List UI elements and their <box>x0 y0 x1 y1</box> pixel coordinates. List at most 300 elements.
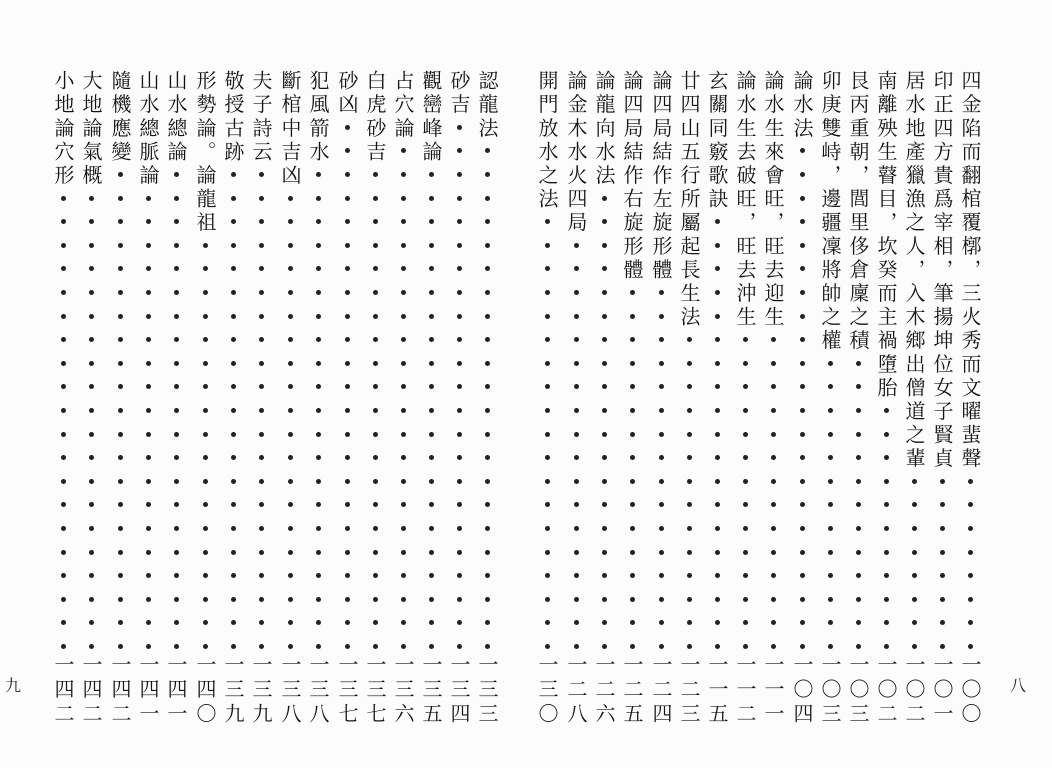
toc-entry-page-number: 一三八 <box>278 654 302 728</box>
leader-dot <box>659 432 664 437</box>
leader-dot <box>288 432 293 437</box>
leader-dot <box>316 290 321 295</box>
leader-dot <box>912 620 917 625</box>
leader-dot <box>659 502 664 507</box>
leader-dot <box>373 219 378 224</box>
leader-dot <box>429 290 434 295</box>
leader-dot <box>429 361 434 366</box>
toc-entry-title: 隨機應變 <box>108 70 132 165</box>
toc-entry-title: 居水地產獵漁之人，入木鄉出僧道之輩 <box>902 70 926 472</box>
leader-dot <box>288 526 293 531</box>
leader-dot <box>912 644 917 649</box>
leader-dot <box>457 502 462 507</box>
leader-dot <box>316 314 321 319</box>
leader-dot <box>968 644 973 649</box>
leader-dot <box>231 196 236 201</box>
leader-dot <box>715 243 720 248</box>
leader-dot <box>429 243 434 248</box>
toc-entry-title: 玄關同竅歌訣 <box>705 70 729 212</box>
leader-dot <box>203 620 208 625</box>
leader-dot <box>884 644 889 649</box>
leader-dot <box>288 479 293 484</box>
toc-entry <box>873 70 899 730</box>
leader-dot <box>602 550 607 555</box>
toc-entry-page-number: 一〇四 <box>790 654 814 728</box>
leader-dot <box>485 266 490 271</box>
leader-dot <box>545 290 550 295</box>
leader-dot <box>203 337 208 342</box>
leader-dot <box>574 243 579 248</box>
toc-entry <box>135 70 161 730</box>
leader-dot <box>940 597 945 602</box>
page-number-label: 九 <box>4 676 21 695</box>
toc-entry-page-number: 一三三 <box>475 654 499 728</box>
leader-dot <box>203 290 208 295</box>
leader-dot <box>174 597 179 602</box>
toc-entry-title: 卯庚雙峙，邊疆凜將帥之權 <box>818 70 842 354</box>
leader-dot <box>828 644 833 649</box>
leader-dot <box>659 455 664 460</box>
toc-entry <box>957 70 983 730</box>
toc-entry-page-number: 一〇三 <box>818 654 842 728</box>
toc-entry-page-number: 一四二 <box>51 654 75 728</box>
leader-dot <box>61 408 66 413</box>
leader-dot <box>743 479 748 484</box>
leader-dot <box>457 550 462 555</box>
leader-dot <box>485 620 490 625</box>
toc-entry-page-number: 一二六 <box>592 654 616 728</box>
leader-dot <box>61 644 66 649</box>
leader-dot <box>231 172 236 177</box>
leader-dot <box>968 479 973 484</box>
leader-dot <box>912 479 917 484</box>
leader-dot <box>602 361 607 366</box>
leader-dot <box>545 644 550 649</box>
leader-dot <box>89 479 94 484</box>
leader-dot <box>602 479 607 484</box>
leader-dot <box>345 597 350 602</box>
leader-dot <box>687 573 692 578</box>
leader-dot <box>715 550 720 555</box>
leader-dot <box>856 455 861 460</box>
leader-dot <box>659 573 664 578</box>
leader-dot <box>800 550 805 555</box>
leader-dot <box>231 384 236 389</box>
leader-dot <box>800 620 805 625</box>
leader-dot <box>574 526 579 531</box>
leader-dot <box>630 597 635 602</box>
leader-dot <box>61 455 66 460</box>
leader-dot <box>771 597 776 602</box>
leader-dot <box>373 384 378 389</box>
toc-entry <box>474 70 500 730</box>
leader-dot <box>545 266 550 271</box>
leader-dot <box>316 361 321 366</box>
leader-dot <box>602 219 607 224</box>
leader-dot <box>715 314 720 319</box>
leader-dot <box>940 620 945 625</box>
leader-dot <box>545 243 550 248</box>
leader-dot <box>659 526 664 531</box>
leader-dot <box>373 502 378 507</box>
leader-dot <box>630 455 635 460</box>
leader-dot <box>373 455 378 460</box>
leader-dot <box>912 502 917 507</box>
leader-dot <box>940 644 945 649</box>
leader-dot <box>345 314 350 319</box>
leader-dot <box>602 573 607 578</box>
leader-dot <box>912 573 917 578</box>
leader-dot <box>61 361 66 366</box>
toc-entry <box>648 70 674 730</box>
leader-dot <box>61 597 66 602</box>
leader-dot <box>429 479 434 484</box>
leader-dot <box>630 526 635 531</box>
leader-dot <box>545 432 550 437</box>
leader-dot <box>743 361 748 366</box>
leader-dot <box>574 266 579 271</box>
toc-entry-page-number: 一二五 <box>620 654 644 728</box>
toc-entry <box>591 70 617 730</box>
leader-dot <box>485 432 490 437</box>
toc-entry <box>789 70 815 730</box>
leader-dot <box>687 384 692 389</box>
leader-dot <box>800 408 805 413</box>
leader-dot <box>288 290 293 295</box>
leader-dot <box>457 644 462 649</box>
toc-entry-title: 四金陷而翻棺覆槨，三火秀而文曜蜚聲 <box>958 70 982 472</box>
leader-dot <box>89 597 94 602</box>
leader-dot <box>316 196 321 201</box>
toc-entry <box>334 70 360 730</box>
leader-dot <box>630 361 635 366</box>
leader-dot <box>89 502 94 507</box>
toc-entry-page-number: 一三六 <box>391 654 415 728</box>
leader-dot <box>687 408 692 413</box>
toc-entry-page-number: 一〇〇 <box>958 654 982 728</box>
leader-dot <box>174 502 179 507</box>
leader-dot <box>316 243 321 248</box>
leader-dot <box>118 219 123 224</box>
leader-dot <box>574 644 579 649</box>
leader-dot <box>630 479 635 484</box>
toc-entry-title: 論水法 <box>790 70 814 141</box>
toc-entry-page-number: 一三四 <box>447 654 471 728</box>
leader-dot <box>771 361 776 366</box>
leader-dot <box>118 597 123 602</box>
leader-dot <box>203 455 208 460</box>
leader-dot <box>118 337 123 342</box>
leader-dot <box>912 597 917 602</box>
leader-dot <box>174 290 179 295</box>
toc-entry-title: 占穴論 <box>391 70 415 141</box>
toc-entry-page-number: 一三八 <box>306 654 330 728</box>
leader-dot <box>345 196 350 201</box>
leader-dot <box>485 361 490 366</box>
leader-dot <box>231 502 236 507</box>
leader-dot <box>630 314 635 319</box>
leader-dot <box>457 219 462 224</box>
leader-dot <box>485 597 490 602</box>
leader-dot <box>659 550 664 555</box>
leader-dot <box>457 337 462 342</box>
leader-dot <box>771 620 776 625</box>
leader-dot <box>231 620 236 625</box>
leader-dot <box>800 314 805 319</box>
leader-dot <box>940 526 945 531</box>
leader-dot <box>574 314 579 319</box>
leader-dot <box>574 597 579 602</box>
leader-dot <box>146 620 151 625</box>
leader-dot <box>800 172 805 177</box>
leader-dot <box>856 573 861 578</box>
leader-dot <box>429 526 434 531</box>
leader-dot <box>457 526 462 531</box>
leader-dot <box>687 479 692 484</box>
leader-dot <box>345 125 350 130</box>
leader-dot <box>61 314 66 319</box>
leader-dot <box>401 219 406 224</box>
leader-dot <box>288 243 293 248</box>
leader-dot <box>485 196 490 201</box>
toc-entry-title: 論四局結作左旋形體 <box>649 70 673 283</box>
leader-dot <box>259 432 264 437</box>
leader-dot <box>401 384 406 389</box>
leader-dot <box>884 432 889 437</box>
leader-dot <box>659 290 664 295</box>
leader-dot <box>373 196 378 201</box>
leader-dot <box>373 644 378 649</box>
leader-dot <box>401 290 406 295</box>
toc-entry-page-number: 一〇二 <box>902 654 926 728</box>
leader-dot <box>800 337 805 342</box>
leader-dot <box>174 408 179 413</box>
leader-dot <box>345 266 350 271</box>
leader-dot <box>89 550 94 555</box>
toc-entry-page-number: 一一一 <box>761 654 785 728</box>
leader-dot <box>401 432 406 437</box>
leader-dot <box>316 337 321 342</box>
leader-dot <box>345 502 350 507</box>
leader-dot <box>288 455 293 460</box>
leader-dot <box>800 479 805 484</box>
leader-dot <box>602 243 607 248</box>
leader-dot <box>61 502 66 507</box>
leader-dot <box>401 620 406 625</box>
leader-dot <box>61 550 66 555</box>
leader-dot <box>146 361 151 366</box>
leader-dot <box>574 502 579 507</box>
leader-dot <box>146 266 151 271</box>
leader-dot <box>574 361 579 366</box>
leader-dot <box>602 432 607 437</box>
leader-dot <box>856 432 861 437</box>
leader-dot <box>61 573 66 578</box>
leader-dot <box>659 384 664 389</box>
leader-dot <box>259 266 264 271</box>
leader-dot <box>485 502 490 507</box>
leader-dot <box>345 526 350 531</box>
leader-dot <box>429 455 434 460</box>
leader-dot <box>715 337 720 342</box>
leader-dot <box>574 384 579 389</box>
leader-dot <box>316 172 321 177</box>
leader-dot <box>203 361 208 366</box>
leader-dot <box>288 266 293 271</box>
leader-dot <box>687 337 692 342</box>
leader-dot <box>174 361 179 366</box>
leader-dot <box>485 644 490 649</box>
leader-dot <box>715 597 720 602</box>
leader-dot <box>715 644 720 649</box>
toc-entry <box>163 70 189 730</box>
leader-dot <box>316 479 321 484</box>
leader-dot <box>828 573 833 578</box>
leader-dot <box>545 219 550 224</box>
leader-dot <box>345 148 350 153</box>
leader-dot <box>288 314 293 319</box>
leader-dot <box>602 314 607 319</box>
leader-dot <box>61 384 66 389</box>
toc-entry <box>248 70 274 730</box>
leader-dot <box>316 620 321 625</box>
leader-dot <box>771 644 776 649</box>
leader-dot <box>231 337 236 342</box>
leader-dot <box>174 644 179 649</box>
leader-dot <box>345 219 350 224</box>
leader-dot <box>602 455 607 460</box>
leader-dot <box>429 314 434 319</box>
toc-entry-title: 觀巒峰論 <box>419 70 443 165</box>
leader-dot <box>373 361 378 366</box>
leader-dot <box>856 526 861 531</box>
leader-dot <box>457 125 462 130</box>
leader-dot <box>259 290 264 295</box>
leader-dot <box>231 597 236 602</box>
leader-dot <box>373 432 378 437</box>
toc-entry <box>305 70 331 730</box>
leader-dot <box>457 597 462 602</box>
leader-dot <box>659 314 664 319</box>
leader-dot <box>602 196 607 201</box>
leader-dot <box>259 644 264 649</box>
toc-entry-page-number: 一〇三 <box>846 654 870 728</box>
leader-dot <box>316 219 321 224</box>
leader-dot <box>89 196 94 201</box>
leader-dot <box>288 361 293 366</box>
leader-dot <box>288 196 293 201</box>
leader-dot <box>429 573 434 578</box>
leader-dot <box>401 314 406 319</box>
leader-dot <box>174 455 179 460</box>
leader-dot <box>602 290 607 295</box>
leader-dot <box>884 408 889 413</box>
leader-dot <box>485 219 490 224</box>
leader-dot <box>602 644 607 649</box>
leader-dot <box>940 573 945 578</box>
leader-dot <box>429 550 434 555</box>
leader-dot <box>259 550 264 555</box>
leader-dot <box>856 644 861 649</box>
leader-dot <box>545 361 550 366</box>
leader-dot <box>602 337 607 342</box>
leader-dot <box>687 455 692 460</box>
leader-dot <box>345 479 350 484</box>
leader-dot <box>373 408 378 413</box>
leader-dot <box>630 384 635 389</box>
leader-dot <box>429 172 434 177</box>
toc-entry <box>192 70 218 730</box>
leader-dot <box>118 620 123 625</box>
leader-dot <box>118 290 123 295</box>
leader-dot <box>968 550 973 555</box>
toc-entry-page-number: 一二三 <box>677 654 701 728</box>
leader-dot <box>828 455 833 460</box>
leader-dot <box>259 597 264 602</box>
leader-dot <box>800 266 805 271</box>
leader-dot <box>687 597 692 602</box>
leader-dot <box>884 479 889 484</box>
leader-dot <box>203 644 208 649</box>
leader-dot <box>259 172 264 177</box>
leader-dot <box>743 502 748 507</box>
toc-entry <box>901 70 927 730</box>
leader-dot <box>884 526 889 531</box>
leader-dot <box>401 266 406 271</box>
leader-dot <box>373 266 378 271</box>
leader-dot <box>659 337 664 342</box>
leader-dot <box>659 597 664 602</box>
leader-dot <box>912 550 917 555</box>
toc-entry-title: 犯風箭水 <box>306 70 330 165</box>
leader-dot <box>118 432 123 437</box>
leader-dot <box>485 243 490 248</box>
leader-dot <box>316 502 321 507</box>
leader-dot <box>630 620 635 625</box>
leader-dot <box>429 597 434 602</box>
toc-entry-page-number: 一三七 <box>335 654 359 728</box>
leader-dot <box>89 408 94 413</box>
leader-dot <box>968 620 973 625</box>
leader-dot <box>373 290 378 295</box>
leader-dot <box>345 644 350 649</box>
leader-dot <box>884 455 889 460</box>
leader-dot <box>457 314 462 319</box>
leader-dot <box>485 550 490 555</box>
leader-dot <box>429 502 434 507</box>
leader-dot <box>118 455 123 460</box>
toc-entry-title: 論水生去破旺，旺去沖生 <box>733 70 757 330</box>
leader-dot <box>800 219 805 224</box>
leader-dot <box>968 597 973 602</box>
leader-dot <box>485 314 490 319</box>
leader-dot <box>373 526 378 531</box>
leader-dot <box>146 432 151 437</box>
leader-dot <box>884 573 889 578</box>
leader-dot <box>61 479 66 484</box>
toc-entry-title: 小地論穴形 <box>51 70 75 188</box>
leader-dot <box>457 148 462 153</box>
leader-dot <box>203 526 208 531</box>
leader-dot <box>429 644 434 649</box>
leader-dot <box>401 502 406 507</box>
leader-dot <box>574 408 579 413</box>
leader-dot <box>968 573 973 578</box>
leader-dot <box>401 172 406 177</box>
leader-dot <box>485 526 490 531</box>
leader-dot <box>659 408 664 413</box>
leader-dot <box>545 502 550 507</box>
